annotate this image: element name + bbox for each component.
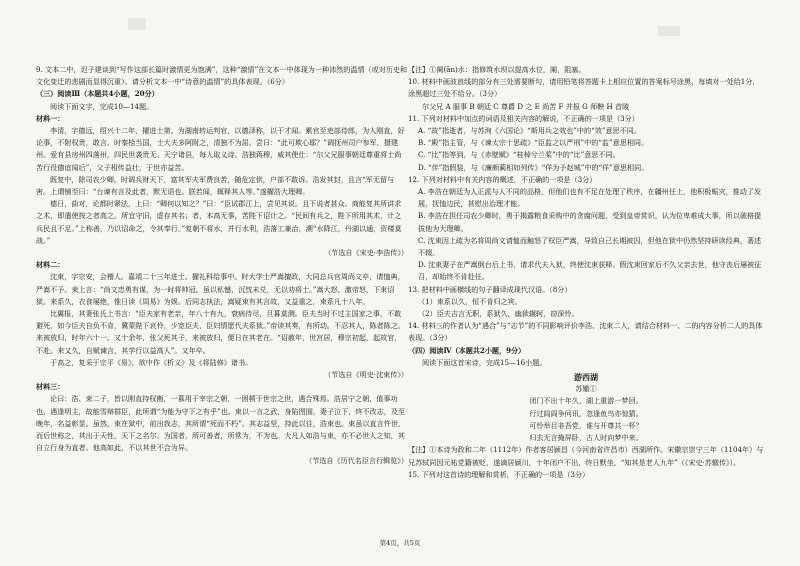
question-13: 13. 把材料中画横线的句子翻译成现代汉语。（8分） [408,284,572,294]
material-2-para-2: 比翼报，其妻张氏上书言：“臣夫家有老亲，年八十有九，衰病待尽，旦暮莫测。臣夫当时不过主国家之事，不敢避死，如今臣夫自负不肯，冀蒙陛下哀怜，少宽臣夫，臣妇情愿代夫系狱。”帝读其奏，有所动。不忍其人，陈者陈之。来被放归，时年六十一。又十余年，张父死其子，来被放归，便日在其老在。“诏赦年，世宫居，穆宗初起，起故官，不赴。来又久，自赋谏言，其学行以益高人”。又年卒。 [36,309,405,355]
question-9: 9. 文本二中，迟子建谈到“写作这部长篇时激情更为饱满”，这种“激情”在文本一中体现为一种沛然的温情（或对历史和文化变迁的悲剧而显得沉重）。请分析文本一中“诗意的温情”的具体表现。（6分） [36,65,408,87]
material-1-source: （节选自《宋史·李浩传》） [324,248,408,258]
material-1-para-3: 德日，曲对，论都时紧法，上曰：“卿何以知之？”曰：“臣试郡江上，尝见其说。且下说者甚众。商能复其所讲求之术，即遣使按之者高之。所宜守旧，虚存其名；者，本高无事，苦陛下诏计之。“民间有兵之，陛下所用其术，计之兵民且不足。”上称善，乃以诏命之，令其奉行。”复朝不将水，并行水利，浩落工兼治，溯“水降江，丹湖以通，资楼莫战。” [36,199,402,245]
poem-line: 可怜举目非吾党，谁与开尊共一杯？ [529,420,643,430]
question-13-item-1: （1）束系以久，恒不肯归之宾。 [418,296,522,306]
poem-line: 闭门不出十年久，湖上重游一梦回。 [529,396,643,406]
material-2-para-3: 于高之，复采于宗平《易》，欲中作《析义》及《将陆修》诸书。 [50,357,253,367]
scan-smudge [658,26,680,36]
question-15: 15. 下列对这首诗的理解和赏析，不正确的一项是（3分） [408,469,590,479]
question-11-option-b: B. “殿”指主管，与《谏太宗十思疏》“臣监之以严刑”中的“监”意思相同。 [418,138,649,148]
material-2-label: 材料二： [36,260,65,270]
material-1-para-2: 既复中，除司农少卿。时调兵财天下，富其军夫军费良苦，随危定供，户部不敢诉。浩发其封，且言“军无留与害。上谓铺至曰：“台谏有言及此者，默无语也。朕若闻，辄释其人等。”遂擢浩大理卿。 [36,174,395,197]
material-2-source: （节选自《明史·沈束传》） [324,370,408,380]
question-13-item-2: （2）臣夫吉言无职，系狱久，幽狱辗轲，窃深怜。 [418,309,579,319]
question-12-option-d: D. 沈束妻子在严嵩倒台后上书，请求代夫入狱，终使沈束获释。假沈束回家后不久父亲去世，他守丧后屡被征召，却始终不肯赴任。 [418,260,762,282]
question-11-option-c: C. “比”指等到，与《赤壁赋》“桂棹兮兰桨”中的“比”意思不同。 [418,150,620,160]
question-11-option-d: D. “伴”指假装，与《廉颇蔺相如列传》“佯为予赵城”中的“佯”意思相同。 [418,162,649,172]
section-4-title: （四）阅读Ⅳ（本题共2小题，9分） [408,345,526,355]
question-12-option-c: C. 沈束因上疏为名将周尚文请恤而触怒了权臣严嵩，导致自己长期被囚，但他在狱中仍然坚持研读经典，著述不辍。 [418,235,762,258]
question-12-option-b: B. 李浩在担任司农少卿时，勇于揭露粮食采购中的贪腐问题，受到皇帝赏识，认为位卑难成大事，所以破格提拔他为大理卿。 [418,211,762,233]
material-2-para-1: 沈束，字宗安，会稽人。嘉靖二十三年进士。擢礼科给事中。时大学士严嵩擅政，大同总兵官周尚文卒，请恤典，严嵩不予。束上言：“尚文忠勇有谋，为一时将帅冠。虽以私憾，沉忱未兑，无以劝将士。”嵩大怒，激帝怒，下束诏狱。来系久，衣食屡绝，惟日读《周易》为娱。后同志执法，嵩疑束有其言故，又益重之，束系凡十八年。 [36,272,405,306]
poem-line: 行过闾阎争问讯，忽逢鱼鸟亦惊猜。 [529,408,643,418]
section-3-intro: 阅读下面文字，完成10—14题。 [50,101,154,111]
section-4-intro: 阅读下面这首宋诗，完成15—16小题。 [422,357,547,367]
section-3-title: （三）阅读Ⅲ（本题共4小题，20分） [36,89,159,99]
question-10-sequence: 尔父兄 A 服事 B 朝廷 C 尊爵 D 之 E 尚苦 F 并报 G 师鞅 H 首陵 [422,101,630,111]
material-3-label: 材料三： [36,382,65,392]
scan-smudge [128,18,146,30]
question-14: 14. 材料三的作者认为“遇合”与“志节”的不同影响评价李浩、沈束二人，请结合材料一、二的内容分析二人的具体表现。（3分） [408,321,763,343]
question-12: 12. 下列对材料中有关内容的概述，不正确的一项是（3分） [408,174,597,184]
question-10: 10. 材料中画波浪线的部分有三处需要断句，请用铅笔将答题卡上相应位置的答案标号涂黑，每填对一处给1分，涂黑超过三处不给分。（3分） [408,77,760,99]
right-column [408,64,764,481]
poem-title: 游西湖 [574,372,598,383]
page-footer: 第4页，共5页 [379,539,421,547]
poem-note: 【注】①本诗为政和二年（1112年）作者客居颍昌（今河南省许昌市）西湖所作。宋徽宗崇宁三年（1104年）与兄苏轼同因元祐党籍被贬，遂谪居颍川，十年闭户不出，终日默坐，“知其是老人九年”（《宋史·苏辙传》）。 [408,445,764,467]
material-1-para-1: 李清，字德远，绍兴十二年，擢进士第。为湖南转运判官，以德泽称，以干才闻。累官至吏部侍郎，为人刚直，好论事，不附权贵，敢言。时秦桧当国，士大夫多阿附之，清独不为屈。尝曰：“此可欺心耶？”调抚州司户参军，摄建州。爱有县房州四落州，四民世袭贵无、天宁诸县，每人取义诗。浩独蒋穆，威其使仕：“尔父兄服事朝廷尊重将士尚苦行役德谊闻后”，父子相传益壮，于世亦益苦。 [36,126,405,172]
poem-line: 归去无言掩屏卧，古人时向梦中来。 [529,433,643,443]
material-1-label: 材料一： [36,113,65,123]
question-12-option-a: A. 李浩在朝廷为人正派与人不同的品格，但他们也有不足在处理了秩序，在疆州任上，他积极赈灾，推动了发展，抚恤边民，甚慰出治理才能。 [418,187,762,209]
material-3-para-1: 论曰：浩、束二子，皆以刚直持权衡，一慕用于宰宗之朝，一困顿于世宗之世，遇合殊焉。浩居宁之朝，值事功也，遇逢明主，故能雪辩群臣，此所谓“为能为守下之有乎”也。束以一言之武，身陷图圄，妻子泣下，终不改志，及至晚年，名益彰显。虽然，束在狱中，前出我志，其所谓“死而不朽”。其志益坚，持此以往，浩束也。束虽以直言忤世，而后世称之，其出于天性，天下之名尔。为国者，所可善者，所常为，不为也。大凡人如浩与束，亦不必世人之知，其自立行身为直者。他高如此，不以其世不合为异。 [36,394,406,453]
left-column [36,64,408,467]
question-11-option-a: A. “故”指逝者，与苏洵《六国论》“斯用兵之效也”中的“效”意思不同。 [418,126,641,136]
note: 【注】①阑(ān)水：指修筑水坝以提高水位，阑，阻塞。 [408,65,586,74]
poem-author: 苏辙① [575,384,597,394]
question-11: 11. 下列对材料中加点的词语及相关内容的解说，不正确的一项是（3分） [408,113,639,123]
material-3-source: （节选自《历代名臣言行辑览》） [305,455,408,465]
